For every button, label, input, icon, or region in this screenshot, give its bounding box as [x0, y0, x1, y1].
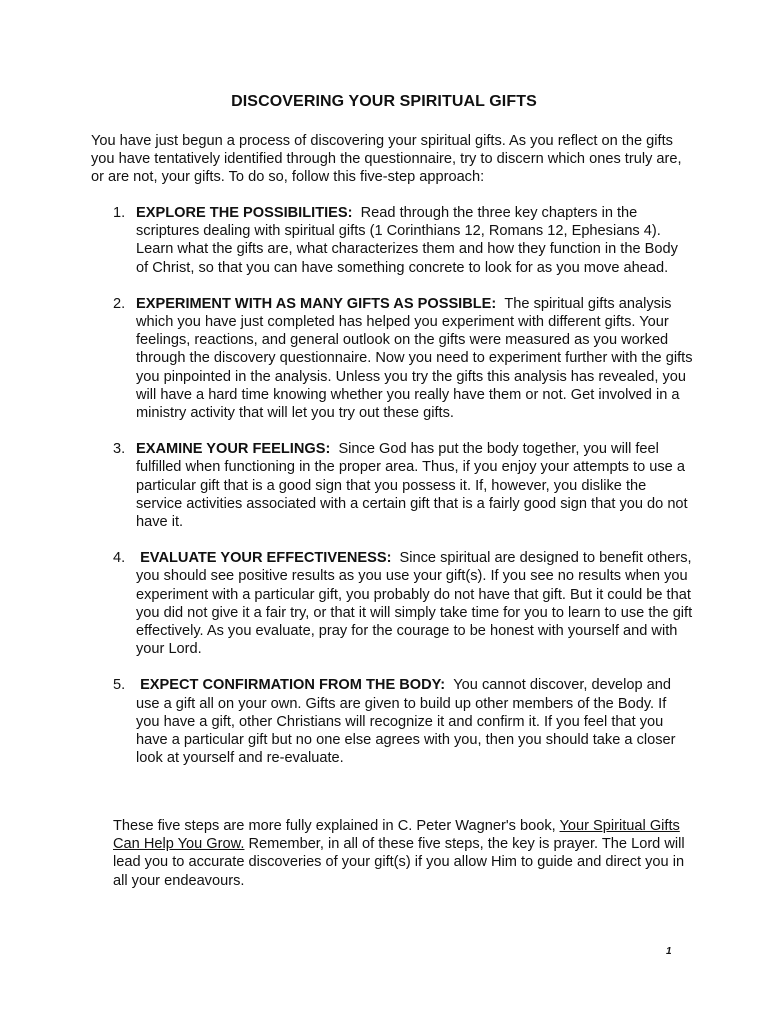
steps-list	[113, 204, 693, 785]
step-item	[113, 549, 693, 658]
step-heading: EXPERIMENT WITH AS MANY GIFTS AS POSSIBLE:	[136, 295, 497, 312]
step-text: The spiritual gifts analysis which you have just completed has helped you experiment with different gifts. Your feelings, reactions, and general outlook on the gifts were measured as you worked through the discovery questionnaire. Now you need to experiment further with the gifts you pinpointed in the analysis. Unless you try the gifts this analysis has revealed, you will have a hard time knowing whether you really have them or not. Get involved in a ministry activity that will let you try out these gifts.	[136, 295, 693, 422]
closing-text-before: These five steps are more fully explained in C. Peter Wagner's book,	[113, 818, 560, 834]
page-title: DISCOVERING YOUR SPIRITUAL GIFTS	[231, 93, 537, 110]
step-text: You cannot discover, develop and use a gift all on your own. Gifts are given to build up other members of the Body. If you have a gift, other Christians will recognize it and confirm it. If you feel that you have a particular gift but no one else agrees with you, then you should take a closer look at yourself and re-evaluate.	[136, 677, 676, 767]
step-number: 3.	[113, 441, 126, 458]
step-text: Since God has put the body together, you will feel fulfilled when functioning in the proper area. Thus, if you enjoy your attempts to use a particular gift that is a good sign that you possess it. If, however, you dislike the service activities associated with a certain gift that is a fairly good sign that you do not have it.	[136, 441, 688, 531]
book-title: Your Spiritual Gifts Can Help You Grow.	[113, 818, 680, 853]
step-heading: EVALUATE YOUR EFFECTIVENESS:	[140, 550, 392, 567]
closing-text-after: Remember, in all of these five steps, the key is prayer. The Lord will lead you to accurate discoveries of your gift(s) if you allow Him to guide and direct you in all your endeavours.	[113, 836, 685, 889]
step-heading: EXPECT CONFIRMATION FROM THE BODY:	[140, 677, 446, 694]
step-item	[113, 440, 693, 531]
closing-paragraph	[113, 817, 693, 890]
step-item	[113, 295, 693, 422]
step-heading: EXAMINE YOUR FEELINGS:	[136, 441, 331, 458]
step-item	[113, 676, 693, 767]
step-heading: EXPLORE THE POSSIBILITIES:	[136, 205, 353, 221]
step-number: 1.	[113, 205, 126, 221]
step-item	[113, 204, 693, 277]
step-text: Since spiritual are designed to benefit others, you should see positive results as you use your gift(s). If you see no results when you experiment with a particular gift, you probably do not have that gift. But it could be that you did not give it a fair try, or that it will simply take time for you to learn to use the gift effectively. As you evaluate, pray for the courage to be honest with yourself and with your Lord.	[136, 550, 693, 658]
intro-paragraph: You have just begun a process of discovering your spiritual gifts. As you reflect on the gifts you have tentatively identified through the questionnaire, try to discern which ones truly are, or are not, your gifts. To do so, follow this five-step approach:	[91, 133, 682, 186]
step-number: 4.	[113, 550, 126, 567]
step-text: Read through the three key chapters in the scriptures dealing with spiritual gifts (1 Corinthians 12, Romans 12, Ephesians 4). Learn what the gifts are, what characterizes them and how they function in the Body of Christ, so that you can have something concrete to look for as you move ahead.	[136, 205, 678, 276]
page-number: 1	[666, 946, 672, 957]
step-number: 2.	[113, 295, 126, 312]
step-number: 5.	[113, 677, 126, 694]
